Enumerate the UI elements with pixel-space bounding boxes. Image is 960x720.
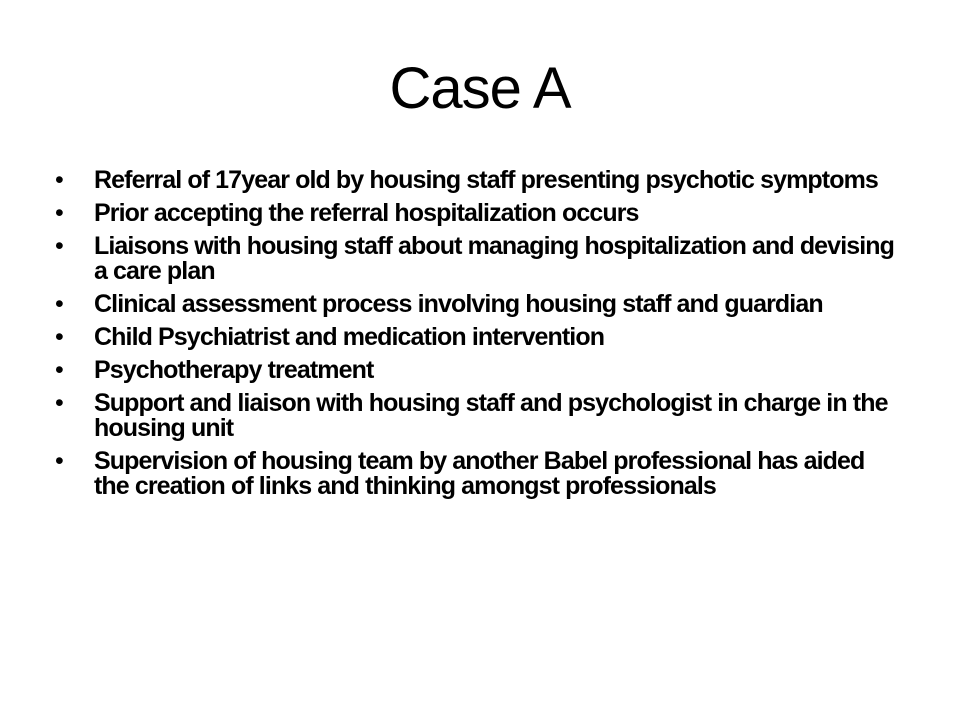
- bullet-list: [55, 168, 905, 507]
- bullet-text: Support and liaison with housing staff and psychologist in charge in the housing unit: [94, 389, 888, 442]
- bullet-item: [55, 325, 905, 350]
- bullet-text: Supervision of housing team by another Babel professional has aided the creation of links and thinking amongst professionals: [94, 447, 865, 500]
- bullet-icon: •: [55, 166, 63, 194]
- bullet-icon: •: [55, 290, 63, 318]
- bullet-item: [55, 168, 905, 193]
- bullet-text: Referral of 17year old by housing staff presenting psychotic symptoms: [94, 166, 878, 194]
- bullet-icon: •: [55, 323, 63, 351]
- bullet-text: Child Psychiatrist and medication intervention: [94, 323, 605, 351]
- bullet-item: [55, 292, 905, 317]
- bullet-item: [55, 234, 905, 284]
- bullet-icon: •: [55, 447, 63, 475]
- bullet-text: Psychotherapy treatment: [94, 356, 374, 384]
- bullet-text: Prior accepting the referral hospitalization occurs: [94, 199, 639, 227]
- bullet-item: [55, 391, 905, 441]
- bullet-icon: •: [55, 199, 63, 227]
- slide-title: Case A: [389, 56, 571, 121]
- bullet-text: Liaisons with housing staff about managing hospitalization and devising a care plan: [94, 232, 895, 285]
- bullet-item: [55, 449, 905, 499]
- bullet-icon: •: [55, 356, 63, 384]
- bullet-icon: •: [55, 389, 63, 417]
- bullet-item: [55, 358, 905, 383]
- bullet-item: [55, 201, 905, 226]
- bullet-icon: •: [55, 232, 63, 260]
- bullet-text: Clinical assessment process involving housing staff and guardian: [94, 290, 823, 318]
